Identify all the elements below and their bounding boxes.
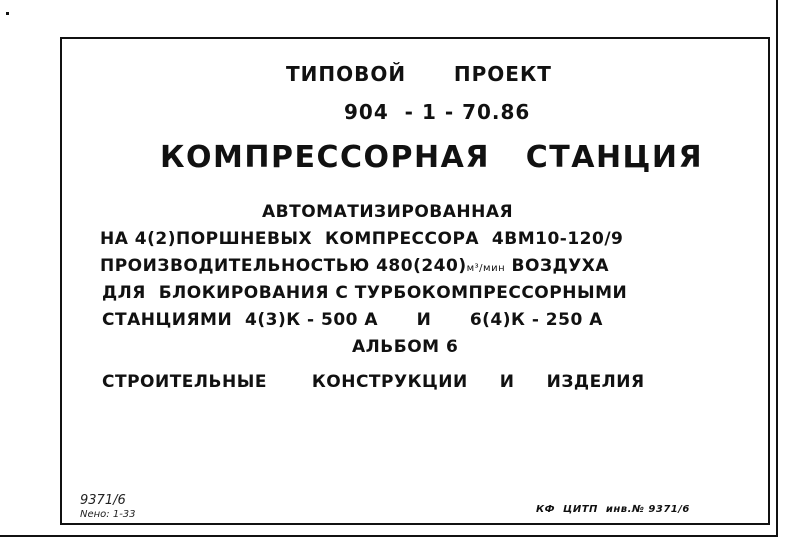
archive-stamp: КФ ЦИТП инв.№ 9371/6 bbox=[536, 504, 690, 515]
description-line-3 bbox=[100, 256, 609, 276]
album-number: АЛЬБОМ 6 bbox=[352, 337, 459, 357]
description-line-1: АВТОМАТИЗИРОВАННАЯ bbox=[262, 202, 514, 222]
project-type-label: ТИПОВОЙ ПРОЕКТ bbox=[286, 62, 552, 86]
scan-speck bbox=[6, 12, 9, 15]
description-line-2: НА 4(2)ПОРШНЕВЫХ КОМПРЕССОРА 4ВМ10-120/9 bbox=[100, 229, 624, 249]
capacity-medium: ВОЗДУХА bbox=[505, 256, 610, 276]
capacity-unit: м³/мин bbox=[466, 263, 506, 274]
handwritten-inventory-number: 9371/6 bbox=[80, 493, 126, 508]
capacity-text: ПРОИЗВОДИТЕЛЬНОСТЬЮ 480(240) bbox=[100, 256, 467, 276]
document-title: КОМПРЕССОРНАЯ СТАНЦИЯ bbox=[160, 140, 704, 175]
outer-bottom-rule bbox=[0, 535, 778, 537]
handwritten-sheet-range: Nено: 1-33 bbox=[80, 509, 136, 520]
description-line-5: СТАНЦИЯМИ 4(3)К - 500 А И 6(4)К - 250 А bbox=[102, 310, 603, 330]
section-title: СТРОИТЕЛЬНЫЕ КОНСТРУКЦИИ И ИЗДЕЛИЯ bbox=[102, 372, 645, 392]
outer-right-rule bbox=[776, 0, 778, 535]
project-number: 904 - 1 - 70.86 bbox=[344, 100, 531, 124]
description-line-4: ДЛЯ БЛОКИРОВАНИЯ С ТУРБОКОМПРЕССОРНЫМИ bbox=[102, 283, 628, 303]
